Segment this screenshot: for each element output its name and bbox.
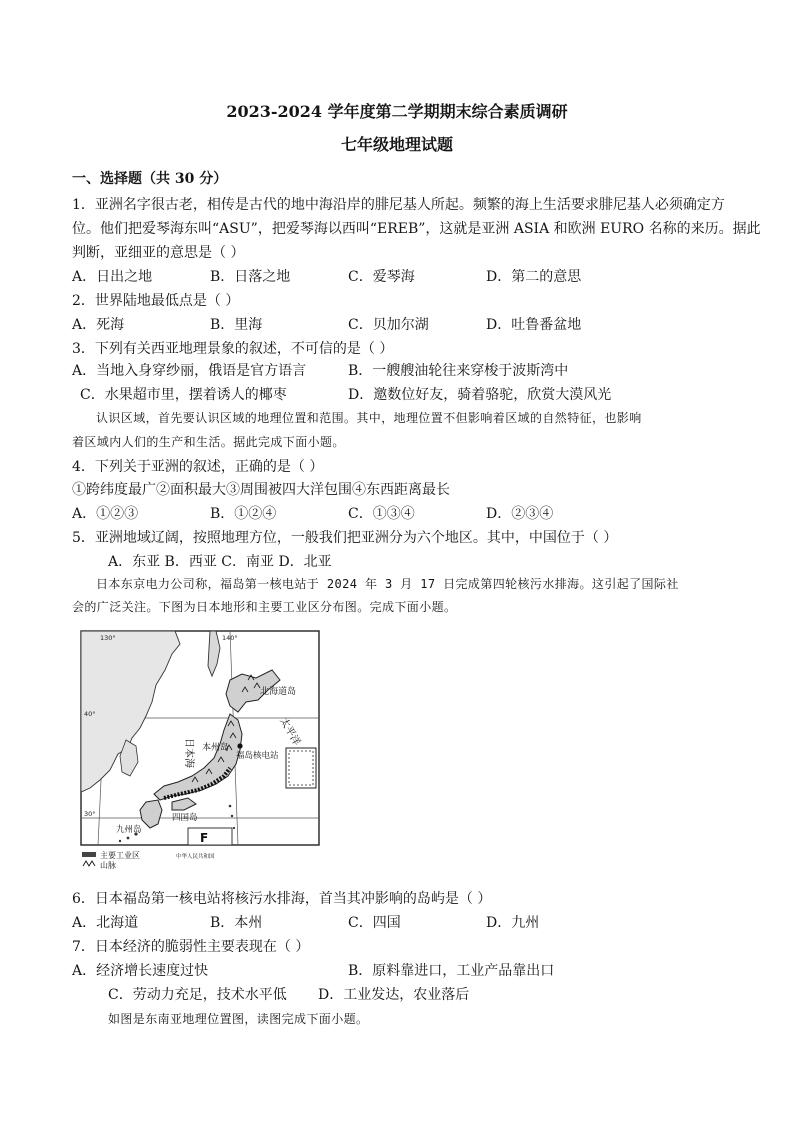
q6-option-d: D．九州 <box>486 915 540 931</box>
legend-industry-swatch <box>82 852 96 857</box>
q4-option-a: A．①②③ <box>72 506 139 522</box>
q6-option-b: B．本州 <box>210 915 263 931</box>
intro3: 如图是东南亚地理位置图，读图完成下面小题。 <box>108 1012 369 1026</box>
intro1-line-1: 认识区域，首先要认识区域的地理位置和范围。其中，地理位置不但影响着区域的自然特征，也影响 <box>96 411 642 425</box>
island-dot <box>229 805 232 808</box>
intro2-line-1: 日本东京电力公司称，福岛第一核电站于 2024 年 3 月 17 日完成第四轮核污水排海。这引起了国际社 <box>96 577 679 591</box>
q5-options: A．东亚 B．西亚 C．南亚 D．北亚 <box>108 554 332 570</box>
q6-option-c: C．四国 <box>348 915 401 931</box>
q2-option-c: C．贝加尔湖 <box>348 317 429 333</box>
q7-option-c: C．劳动力充足，技术水平低 <box>108 987 287 1003</box>
lat30-label: 30° <box>84 810 96 818</box>
sea-of-japan-label-line: 日本海 <box>183 738 194 768</box>
q4-option-c: C．①③④ <box>348 506 415 522</box>
q3-option-a: A．当地入身穿纱丽，俄语是官方语言 <box>72 363 307 379</box>
q3-option-b: B．一艘艘油轮往来穿梭于波斯湾中 <box>348 363 569 379</box>
island-dot <box>233 827 235 829</box>
q7-option-b: B．原料靠进口，工业产品靠出口 <box>348 963 555 979</box>
q1-option-d: D．第二的意思 <box>486 269 582 285</box>
section-heading: 一、选择题（共 30 分） <box>72 171 228 187</box>
q3-stem: 3．下列有关西亚地理景象的叙述，不可信的是（ ） <box>72 341 394 357</box>
q1-stem-line-2: 位。他们把爱琴海东叫“ASU”，把爱琴海以西叫“EREB”，这就是亚洲 ASIA 和欧洲 EURO 名称的来历。据此 <box>72 221 761 237</box>
q1-stem-line-3: 判断，亚细亚的意思是（ ） <box>72 245 245 261</box>
fukushima-label: 福岛核电站 <box>236 751 279 761</box>
q2-option-a: A．死海 <box>72 317 125 333</box>
exam-subtitle: 七年级地理试题 <box>340 135 453 154</box>
q4-choices: ①跨纬度最广②面积最大③周围被四大洋包围④东西距离最长 <box>72 482 450 498</box>
hokkaido-label: 北海道岛 <box>260 687 297 697</box>
q4-option-d: D．②③④ <box>486 506 554 522</box>
lat40-label: 40° <box>84 710 96 718</box>
honshu-label: 本州岛 <box>202 743 230 753</box>
legend-industry-label: 主要工业区 <box>100 851 140 860</box>
q7-option-d: D．工业发达，农业落后 <box>318 987 470 1003</box>
legend-mountain-swatch <box>83 861 95 866</box>
intro1-line-2: 着区域内人们的生产和生活。据此完成下面小题。 <box>72 435 345 449</box>
q2-option-b: B．里海 <box>210 317 263 333</box>
exam-title: 2023-2024 学年度第二学期期末综合素质调研 <box>226 102 568 121</box>
q4-option-b: B．①②④ <box>210 506 277 522</box>
japan-map-figure <box>80 630 320 870</box>
q1-option-c: C．爱琴海 <box>348 269 415 285</box>
q6-option-a: A．北海道 <box>72 915 139 931</box>
q4-stem: 4．下列关于亚洲的叙述，正确的是（ ） <box>72 459 324 475</box>
map-inset-bottom <box>188 828 232 845</box>
q1-option-a: A．日出之地 <box>72 269 153 285</box>
pacific-label: 太平洋 <box>277 716 302 748</box>
kyushu-label: 九州岛 <box>116 825 142 835</box>
legend-mountain-label: 山脉 <box>100 861 116 870</box>
island-dot <box>119 840 121 842</box>
q7-stem: 7．日本经济的脆弱性主要表现在（ ） <box>72 939 310 955</box>
island-dot <box>127 837 130 840</box>
fukushima-plant-marker <box>237 743 242 748</box>
q7-option-a: A．经济增长速度过快 <box>72 963 209 979</box>
q1-stem-line-1: 1．亚洲名字很古老，相传是古代的地中海沿岸的腓尼基人所起。频繁的海上生活要求腓尼基人必须确定方 <box>72 197 725 213</box>
q5-stem: 5．亚洲地域辽阔，按照地理方位，一般我们把亚洲分为六个地区。其中，中国位于（ ） <box>72 530 618 546</box>
map-inset-box <box>286 748 316 788</box>
q3-option-c: C．水果超市里，摆着诱人的椰枣 <box>80 387 287 403</box>
q3-option-d: D．邀数位好友，骑着骆驼，欣赏大漠风光 <box>348 387 612 403</box>
lon130-label: 130° <box>100 634 116 642</box>
inset-caption: 中华人民共和国 <box>176 854 215 860</box>
island-dot <box>231 815 233 817</box>
q1-option-b: B．日落之地 <box>210 269 291 285</box>
q2-option-d: D．吐鲁番盆地 <box>486 317 582 333</box>
q2-stem: 2．世界陆地最低点是（ ） <box>72 293 240 309</box>
q6-stem: 6．日本福岛第一核电站将核污水排海，首当其冲影响的岛屿是（ ） <box>72 891 492 907</box>
japan-map <box>80 630 320 870</box>
inset-mark-glyph: F <box>200 831 209 845</box>
intro2-line-2: 会的广泛关注。下图为日本地形和主要工业区分布图。完成下面小题。 <box>72 600 457 614</box>
lon140-label: 140° <box>222 634 238 642</box>
shikoku-label: 四国岛 <box>172 813 198 823</box>
